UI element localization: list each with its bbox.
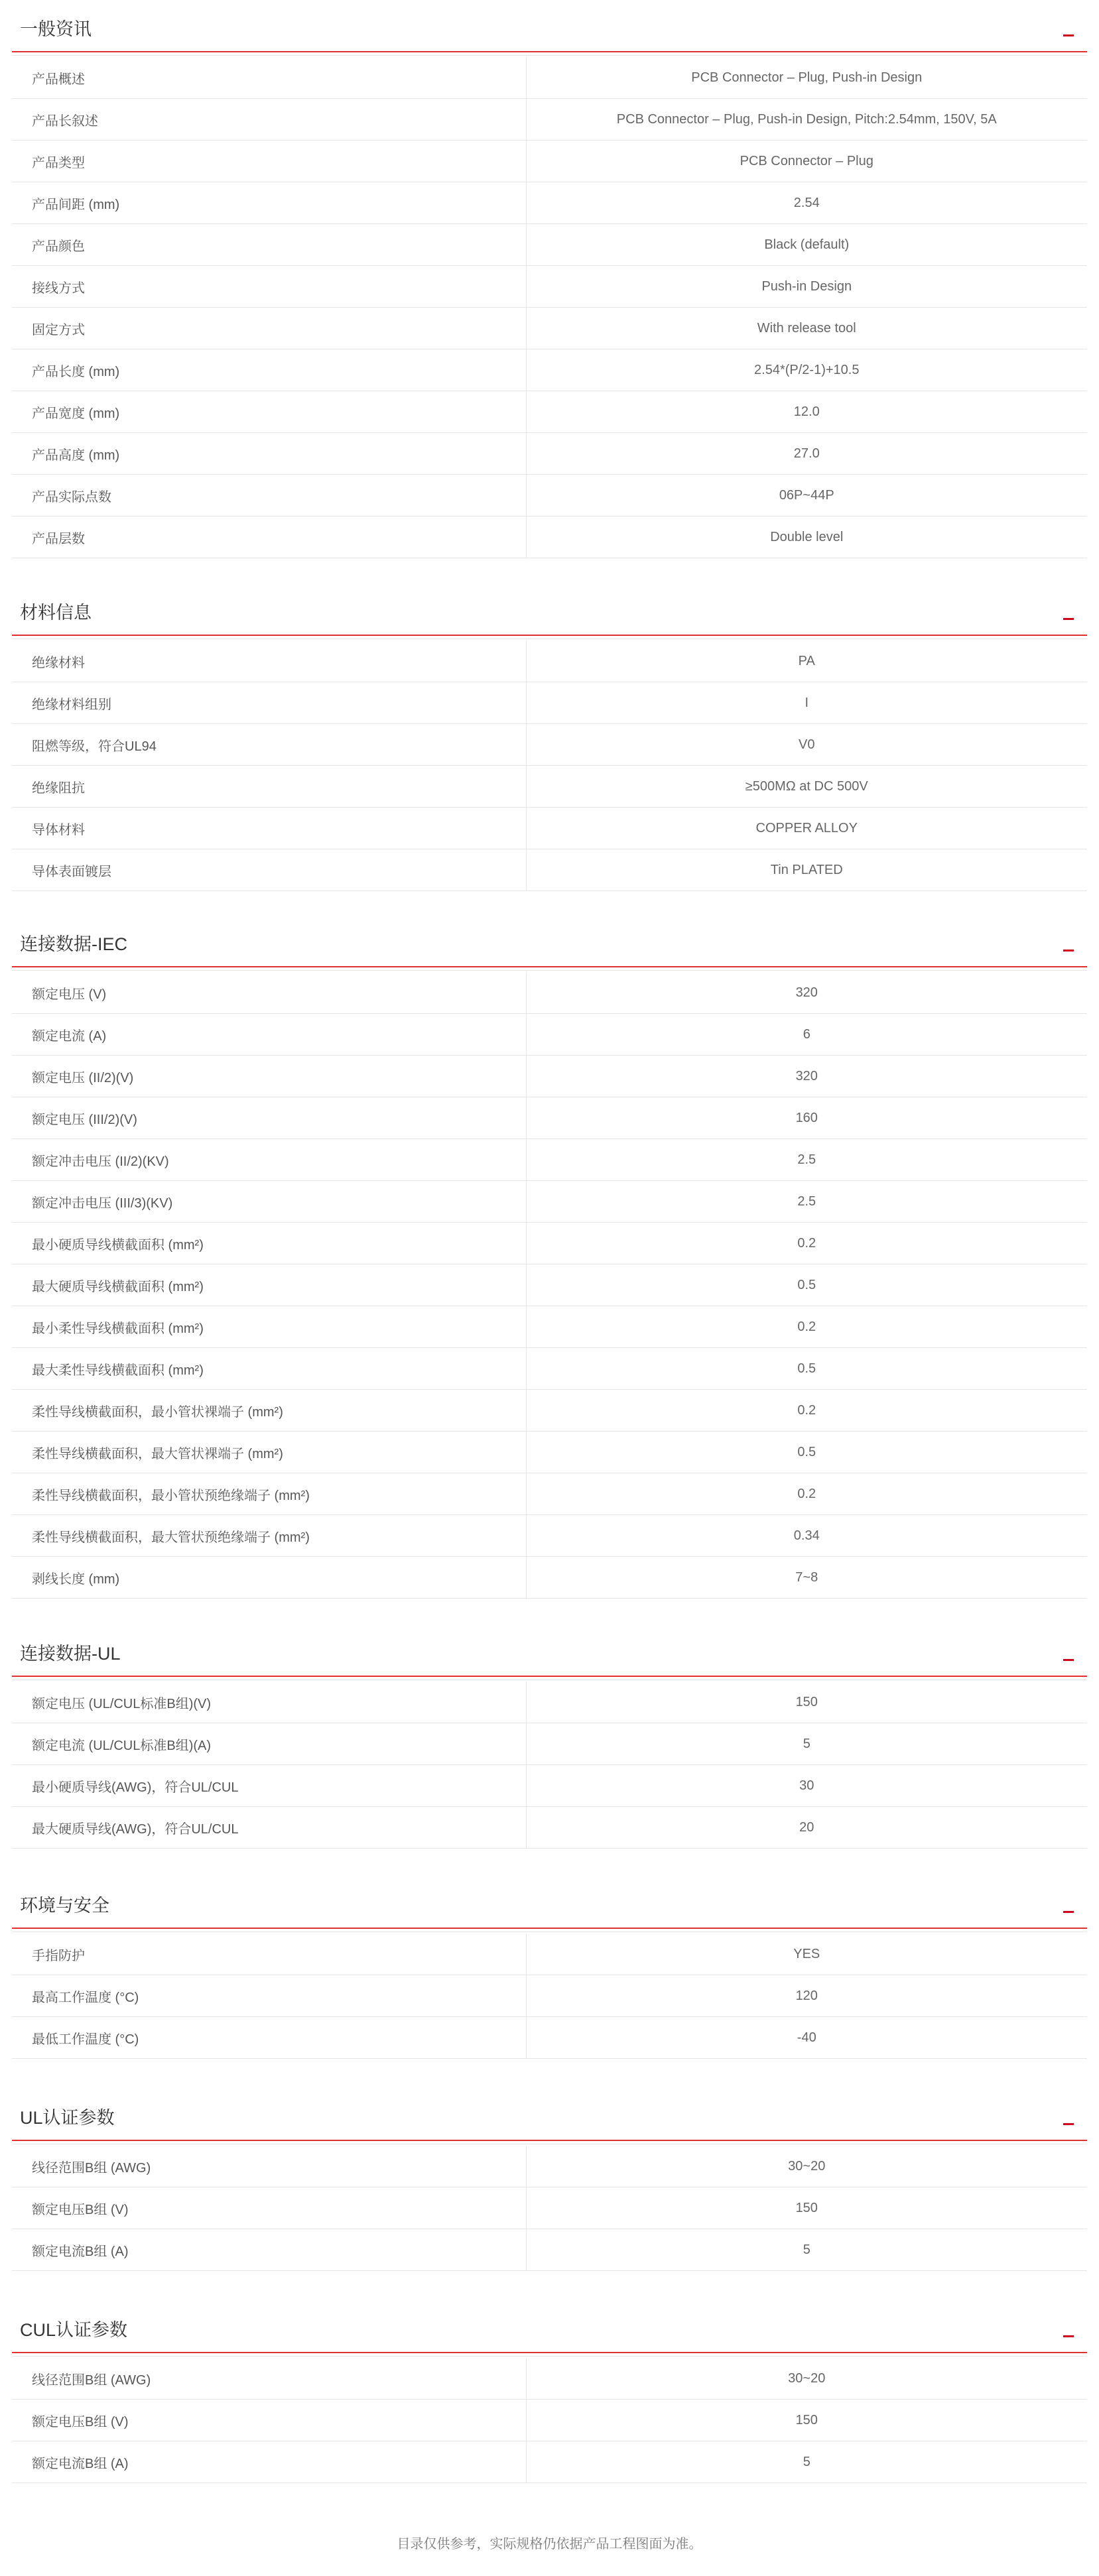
table-row [12,224,1087,266]
spec-section [0,915,1099,1587]
spec-section [0,1876,1099,2047]
table-row [12,1181,1087,1223]
spec-value: 0.34 [526,1515,1087,1557]
spec-label: 导体材料 [12,808,526,849]
spec-value: 150 [526,2400,1087,2441]
spec-value: 2.54 [526,182,1087,224]
section-header[interactable] [0,1876,1099,1928]
section-title: 材料信息 [20,603,92,623]
spec-label: 额定电流 (UL/CUL标准B组)(A) [12,1723,526,1765]
table-row [12,972,1087,1014]
table-row [12,308,1087,349]
spec-label: 产品实际点数 [12,475,526,517]
section-divider [12,1676,1087,1677]
section-header[interactable] [0,583,1099,635]
section-divider-thin [12,55,1087,56]
spec-value: 0.5 [526,1264,1087,1306]
table-row [12,349,1087,391]
spec-label: 柔性导线横截面积，最大管状裸端子 (mm²) [12,1432,526,1473]
spec-label: 线径范围B组 (AWG) [12,2358,526,2400]
spec-value: YES [526,1933,1087,1975]
spec-value: 5 [526,2229,1087,2271]
table-row [12,2229,1087,2271]
spec-label: 最小硬质导线横截面积 (mm²) [12,1223,526,1264]
spec-label: 产品高度 (mm) [12,433,526,475]
spec-value: 5 [526,2441,1087,2483]
table-row [12,1975,1087,2017]
spec-value: V0 [526,724,1087,766]
spec-label: 最大柔性导线横截面积 (mm²) [12,1348,526,1390]
section-divider [12,51,1087,52]
section-title: 连接数据-UL [20,1644,121,1664]
table-row [12,99,1087,141]
table-row [12,1139,1087,1181]
spec-section [0,583,1099,879]
table-row [12,641,1087,682]
spec-label: 最大硬质导线(AWG)，符合UL/CUL [12,1807,526,1849]
table-row [12,1390,1087,1432]
section-divider [12,2352,1087,2353]
table-row [12,2187,1087,2229]
spec-label: 额定冲击电压 (III/3)(KV) [12,1181,526,1223]
table-row [12,808,1087,849]
spec-value: 06P~44P [526,475,1087,517]
spec-label: 最高工作温度 (°C) [12,1975,526,2017]
table-row [12,724,1087,766]
table-row [12,475,1087,517]
spec-value: 30 [526,1765,1087,1807]
spec-label: 额定电压B组 (V) [12,2400,526,2441]
table-row [12,57,1087,99]
spec-value: Tin PLATED [526,849,1087,891]
section-divider [12,966,1087,967]
spec-label: 阻燃等级，符合UL94 [12,724,526,766]
spec-value: 12.0 [526,391,1087,433]
section-divider [12,635,1087,636]
spec-value: 20 [526,1807,1087,1849]
spec-section [0,1625,1099,1837]
spec-table [12,2358,1087,2483]
table-row [12,1473,1087,1515]
spec-label: 柔性导线横截面积，最大管状预绝缘端子 (mm²) [12,1515,526,1557]
spec-label: 额定电流 (A) [12,1014,526,1056]
spec-value: Black (default) [526,224,1087,266]
section-title: 环境与安全 [20,1896,109,1916]
table-row [12,266,1087,308]
spec-value: 0.2 [526,1473,1087,1515]
table-row [12,1264,1087,1306]
table-row [12,141,1087,182]
spec-label: 产品层数 [12,517,526,558]
collapse-minus-icon[interactable] [1063,950,1074,951]
spec-label: 线径范围B组 (AWG) [12,2146,526,2187]
section-divider-thin [12,2356,1087,2357]
table-row [12,2358,1087,2400]
spec-table [12,57,1087,558]
spec-value: 120 [526,1975,1087,2017]
table-row [12,2146,1087,2187]
spec-value: 0.2 [526,1306,1087,1348]
spec-value: PCB Connector – Plug, Push-in Design [526,57,1087,99]
section-title: 连接数据-IEC [20,934,127,954]
spec-label: 额定电压B组 (V) [12,2187,526,2229]
table-row [12,849,1087,891]
spec-label: 额定电压 (UL/CUL标准B组)(V) [12,1682,526,1723]
spec-value: 320 [526,972,1087,1014]
table-row [12,1097,1087,1139]
spec-label: 绝缘阻抗 [12,766,526,808]
table-row [12,433,1087,475]
spec-label: 最小柔性导线横截面积 (mm²) [12,1306,526,1348]
table-row [12,1723,1087,1765]
spec-label: 产品长度 (mm) [12,349,526,391]
spec-label: 额定电流B组 (A) [12,2441,526,2483]
table-row [12,2400,1087,2441]
spec-value: 30~20 [526,2146,1087,2187]
spec-label: 柔性导线横截面积，最小管状裸端子 (mm²) [12,1390,526,1432]
table-row [12,1682,1087,1723]
spec-label: 最大硬质导线横截面积 (mm²) [12,1264,526,1306]
table-row [12,2017,1087,2059]
spec-value: 5 [526,1723,1087,1765]
spec-label: 手指防护 [12,1933,526,1975]
spec-value: PCB Connector – Plug, Push-in Design, Pitch:2.54mm, 150V, 5A [526,99,1087,141]
spec-label: 绝缘材料 [12,641,526,682]
spec-label: 额定电压 (V) [12,972,526,1014]
section-divider-thin [12,970,1087,971]
table-row [12,517,1087,558]
table-row [12,1807,1087,1849]
section-header[interactable] [0,2089,1099,2140]
collapse-minus-icon[interactable] [1063,2335,1074,2337]
spec-section [0,2089,1099,2259]
spec-label: 额定电压 (II/2)(V) [12,1056,526,1097]
spec-value: 2.5 [526,1139,1087,1181]
table-row [12,1306,1087,1348]
spec-value: COPPER ALLOY [526,808,1087,849]
spec-label: 最低工作温度 (°C) [12,2017,526,2059]
table-row [12,1014,1087,1056]
table-row [12,1515,1087,1557]
spec-value: 2.54*(P/2-1)+10.5 [526,349,1087,391]
collapse-minus-icon[interactable] [1063,2123,1074,2125]
spec-value: -40 [526,2017,1087,2059]
table-row [12,1056,1087,1097]
collapse-minus-icon[interactable] [1063,1911,1074,1913]
spec-label: 额定电压 (III/2)(V) [12,1097,526,1139]
table-row [12,682,1087,724]
spec-value: With release tool [526,308,1087,349]
section-title: CUL认证参数 [20,2320,128,2340]
table-row [12,1348,1087,1390]
spec-label: 产品颜色 [12,224,526,266]
spec-label: 产品宽度 (mm) [12,391,526,433]
spec-label: 产品间距 (mm) [12,182,526,224]
spec-value: 150 [526,1682,1087,1723]
spec-value: 6 [526,1014,1087,1056]
spec-table [12,1933,1087,2059]
spec-label: 产品长叙述 [12,99,526,141]
spec-value: 150 [526,2187,1087,2229]
spec-section [0,2301,1099,2471]
collapse-minus-icon[interactable] [1063,34,1074,36]
spec-value: Double level [526,517,1087,558]
spec-label: 固定方式 [12,308,526,349]
spec-value: 27.0 [526,433,1087,475]
spec-value: PA [526,641,1087,682]
section-header[interactable] [0,1625,1099,1676]
section-header[interactable] [0,0,1099,52]
section-title: UL认证参数 [20,2108,115,2128]
spec-label: 柔性导线横截面积，最小管状预绝缘端子 (mm²) [12,1473,526,1515]
spec-table [12,641,1087,891]
section-divider [12,2140,1087,2141]
table-row [12,1223,1087,1264]
spec-value: PCB Connector – Plug [526,141,1087,182]
spec-label: 绝缘材料组别 [12,682,526,724]
table-row [12,1557,1087,1599]
spec-table [12,2146,1087,2271]
spec-value: 0.2 [526,1223,1087,1264]
spec-value: I [526,682,1087,724]
spec-label: 产品概述 [12,57,526,99]
spec-value: 2.5 [526,1181,1087,1223]
spec-value: 0.2 [526,1390,1087,1432]
spec-value: 160 [526,1097,1087,1139]
spec-label: 最小硬质导线(AWG)，符合UL/CUL [12,1765,526,1807]
spec-value: ≥500MΩ at DC 500V [526,766,1087,808]
section-divider [12,1928,1087,1929]
table-row [12,2441,1087,2483]
table-row [12,766,1087,808]
spec-label: 额定电流B组 (A) [12,2229,526,2271]
table-row [12,1933,1087,1975]
table-row [12,182,1087,224]
spec-label: 剥线长度 (mm) [12,1557,526,1599]
spec-section [0,0,1099,546]
table-row [12,1765,1087,1807]
section-title: 一般资讯 [20,19,92,39]
spec-value: 320 [526,1056,1087,1097]
spec-value: 0.5 [526,1432,1087,1473]
footer-note: 目录仅供参考，实际规格仍依据产品工程图面为准。 [397,2537,702,2551]
spec-value: 30~20 [526,2358,1087,2400]
spec-label: 导体表面镀层 [12,849,526,891]
spec-value: Push-in Design [526,266,1087,308]
spec-value: 7~8 [526,1557,1087,1599]
spec-label: 接线方式 [12,266,526,308]
section-header[interactable] [0,915,1099,967]
table-row [12,391,1087,433]
collapse-minus-icon[interactable] [1063,1659,1074,1661]
spec-label: 额定冲击电压 (II/2)(KV) [12,1139,526,1181]
collapse-minus-icon[interactable] [1063,618,1074,620]
spec-label: 产品类型 [12,141,526,182]
spec-value: 0.5 [526,1348,1087,1390]
spec-table [12,972,1087,1599]
spec-table [12,1682,1087,1849]
table-row [12,1432,1087,1473]
section-header[interactable] [0,2301,1099,2353]
